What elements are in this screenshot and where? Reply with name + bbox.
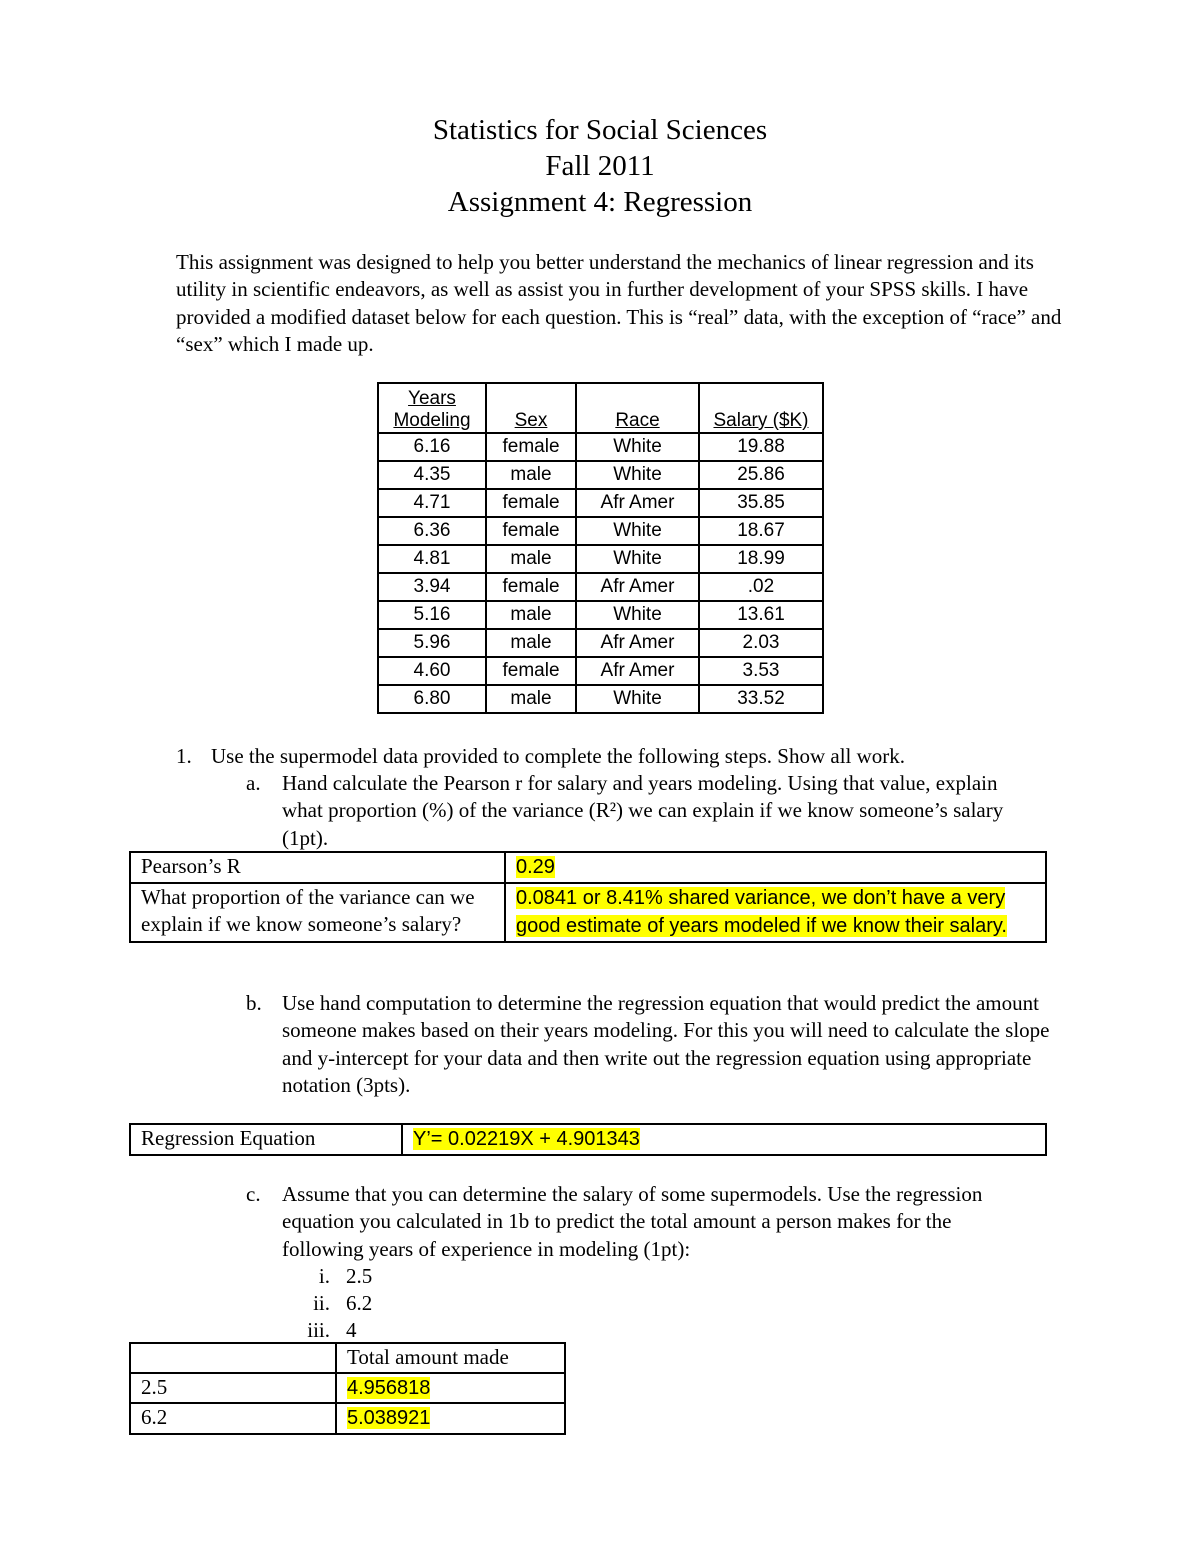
cell-years: 6.36 bbox=[378, 517, 486, 545]
regression-equation-label: Regression Equation bbox=[130, 1124, 402, 1155]
table-row bbox=[378, 489, 823, 517]
cell-years: 6.16 bbox=[378, 433, 486, 461]
prediction-total-cell bbox=[336, 1373, 565, 1404]
prediction-header-total: Total amount made bbox=[336, 1343, 565, 1373]
dataset-table bbox=[377, 382, 824, 714]
cell-years: 4.71 bbox=[378, 489, 486, 517]
prediction-total: 5.038921 bbox=[347, 1407, 431, 1429]
cell-race: Afr Amer bbox=[576, 573, 699, 601]
cell-race: Afr Amer bbox=[576, 657, 699, 685]
variance-answer-cell bbox=[505, 883, 1046, 942]
table-row bbox=[130, 1343, 565, 1373]
part-b-text: Use hand computation to determine the regression equation that would predict the amount someone makes based on their years modeling. For this you will need to calculate the slope and y-intercept for your data and then write out the regression equation using appropriate notation (3pts). bbox=[282, 991, 1050, 1097]
cell-race: White bbox=[576, 601, 699, 629]
question-1-number: 1. bbox=[176, 744, 192, 768]
table-row bbox=[378, 461, 823, 489]
part-c bbox=[246, 1181, 1026, 1265]
intro-paragraph: This assignment was designed to help you better understand the mechanics of linear regression and its utility in scientific endeavors, as well as assist you in further development of your SPSS skills. I have provided a modified dataset below for each question. This is “real” data, with the exception of “race” and “sex” which I made up. bbox=[176, 250, 1062, 356]
cell-sex: male bbox=[486, 629, 576, 657]
regression-equation-cell bbox=[402, 1124, 1046, 1155]
prediction-total: 4.956818 bbox=[347, 1376, 431, 1399]
part-b bbox=[246, 990, 1066, 1102]
list-item-numeral: i. bbox=[318, 1264, 330, 1288]
list-item-value: 2.5 bbox=[346, 1264, 373, 1288]
cell-sex: female bbox=[486, 573, 576, 601]
question-1-text: Use the supermodel data provided to complete the following steps. Show all work. bbox=[211, 744, 906, 768]
term-title: Fall 2011 bbox=[545, 150, 655, 182]
cell-race: White bbox=[576, 685, 699, 713]
part-a-label: a. bbox=[246, 771, 261, 795]
title-block bbox=[0, 112, 1200, 220]
list-item-numeral: ii. bbox=[313, 1291, 330, 1315]
table-row bbox=[378, 685, 823, 713]
cell-years: 4.35 bbox=[378, 461, 486, 489]
table-row bbox=[378, 601, 823, 629]
cell-sex: female bbox=[486, 489, 576, 517]
list-item-value: 4 bbox=[346, 1318, 357, 1342]
cell-salary: 33.52 bbox=[699, 685, 823, 713]
course-title: Statistics for Social Sciences bbox=[432, 114, 768, 146]
part-c-label: c. bbox=[246, 1182, 261, 1206]
cell-salary: 18.67 bbox=[699, 517, 823, 545]
dataset-header-row bbox=[378, 383, 823, 433]
prediction-years: 6.2 bbox=[130, 1403, 336, 1434]
regression-answer-table bbox=[129, 1123, 1047, 1156]
table-row bbox=[130, 1124, 1046, 1155]
cell-years: 3.94 bbox=[378, 573, 486, 601]
cell-sex: female bbox=[486, 657, 576, 685]
part-c-text: Assume that you can determine the salary of some supermodels. Use the regression equation you calculated in 1b to predict the total amount a person makes for the following years of experience in modeling (1pt): bbox=[282, 1182, 983, 1261]
table-row bbox=[378, 545, 823, 573]
cell-sex: male bbox=[486, 685, 576, 713]
table-row bbox=[130, 1403, 565, 1434]
cell-sex: female bbox=[486, 433, 576, 461]
table-row bbox=[130, 852, 1046, 883]
cell-race: Afr Amer bbox=[576, 629, 699, 657]
prediction-years: 2.5 bbox=[130, 1373, 336, 1404]
part-b-label: b. bbox=[246, 991, 262, 1015]
cell-salary: 13.61 bbox=[699, 601, 823, 629]
cell-sex: female bbox=[486, 517, 576, 545]
pearson-r-label: Pearson’s R bbox=[130, 852, 505, 883]
cell-salary: 2.03 bbox=[699, 629, 823, 657]
question-1 bbox=[176, 743, 1056, 771]
part-a-text: Hand calculate the Pearson r for salary and years modeling. Using that value, explain what proportion (%) of the variance (R²) we can explain if we know someone’s salary (1pt). bbox=[282, 771, 1004, 850]
variance-question-label: What proportion of the variance can we explain if we know someone’s salary? bbox=[130, 883, 505, 942]
cell-years: 4.81 bbox=[378, 545, 486, 573]
cell-race: White bbox=[576, 545, 699, 573]
table-row bbox=[378, 573, 823, 601]
cell-years: 5.96 bbox=[378, 629, 486, 657]
prediction-total-cell bbox=[336, 1403, 565, 1434]
cell-salary: 19.88 bbox=[699, 433, 823, 461]
cell-race: White bbox=[576, 433, 699, 461]
list-item-value: 6.2 bbox=[346, 1291, 373, 1315]
list-item-numeral: iii. bbox=[307, 1318, 330, 1342]
cell-sex: male bbox=[486, 461, 576, 489]
pearson-r-value-cell bbox=[505, 852, 1046, 883]
cell-salary: 18.99 bbox=[699, 545, 823, 573]
header-salary: Salary ($K) bbox=[699, 383, 823, 433]
assignment-title: Assignment 4: Regression bbox=[447, 186, 753, 218]
part-a bbox=[246, 770, 1036, 854]
cell-salary: 3.53 bbox=[699, 657, 823, 685]
cell-sex: male bbox=[486, 601, 576, 629]
cell-years: 5.16 bbox=[378, 601, 486, 629]
header-race: Race bbox=[576, 383, 699, 433]
regression-equation-value: Y’= 0.02219X + 4.901343 bbox=[413, 1128, 640, 1150]
cell-race: White bbox=[576, 517, 699, 545]
cell-race: Afr Amer bbox=[576, 489, 699, 517]
cell-years: 4.60 bbox=[378, 657, 486, 685]
table-row bbox=[378, 433, 823, 461]
pearson-answer-table bbox=[129, 851, 1047, 943]
cell-years: 6.80 bbox=[378, 685, 486, 713]
table-row bbox=[130, 1373, 565, 1404]
pearson-r-value: 0.29 bbox=[516, 856, 555, 878]
variance-answer-value: 0.0841 or 8.41% shared variance, we don’t have a very good estimate of years modeled if we know their salary. bbox=[516, 886, 1007, 937]
header-years-modeling: Years Modeling bbox=[378, 383, 486, 433]
table-row bbox=[378, 517, 823, 545]
table-row bbox=[378, 657, 823, 685]
header-sex: Sex bbox=[486, 383, 576, 433]
cell-salary: 25.86 bbox=[699, 461, 823, 489]
table-row bbox=[130, 883, 1046, 942]
cell-salary: .02 bbox=[699, 573, 823, 601]
cell-sex: male bbox=[486, 545, 576, 573]
cell-salary: 35.85 bbox=[699, 489, 823, 517]
experience-list bbox=[300, 1263, 500, 1345]
prediction-header-blank bbox=[130, 1343, 336, 1373]
cell-race: White bbox=[576, 461, 699, 489]
table-row bbox=[378, 629, 823, 657]
prediction-table bbox=[129, 1342, 566, 1435]
